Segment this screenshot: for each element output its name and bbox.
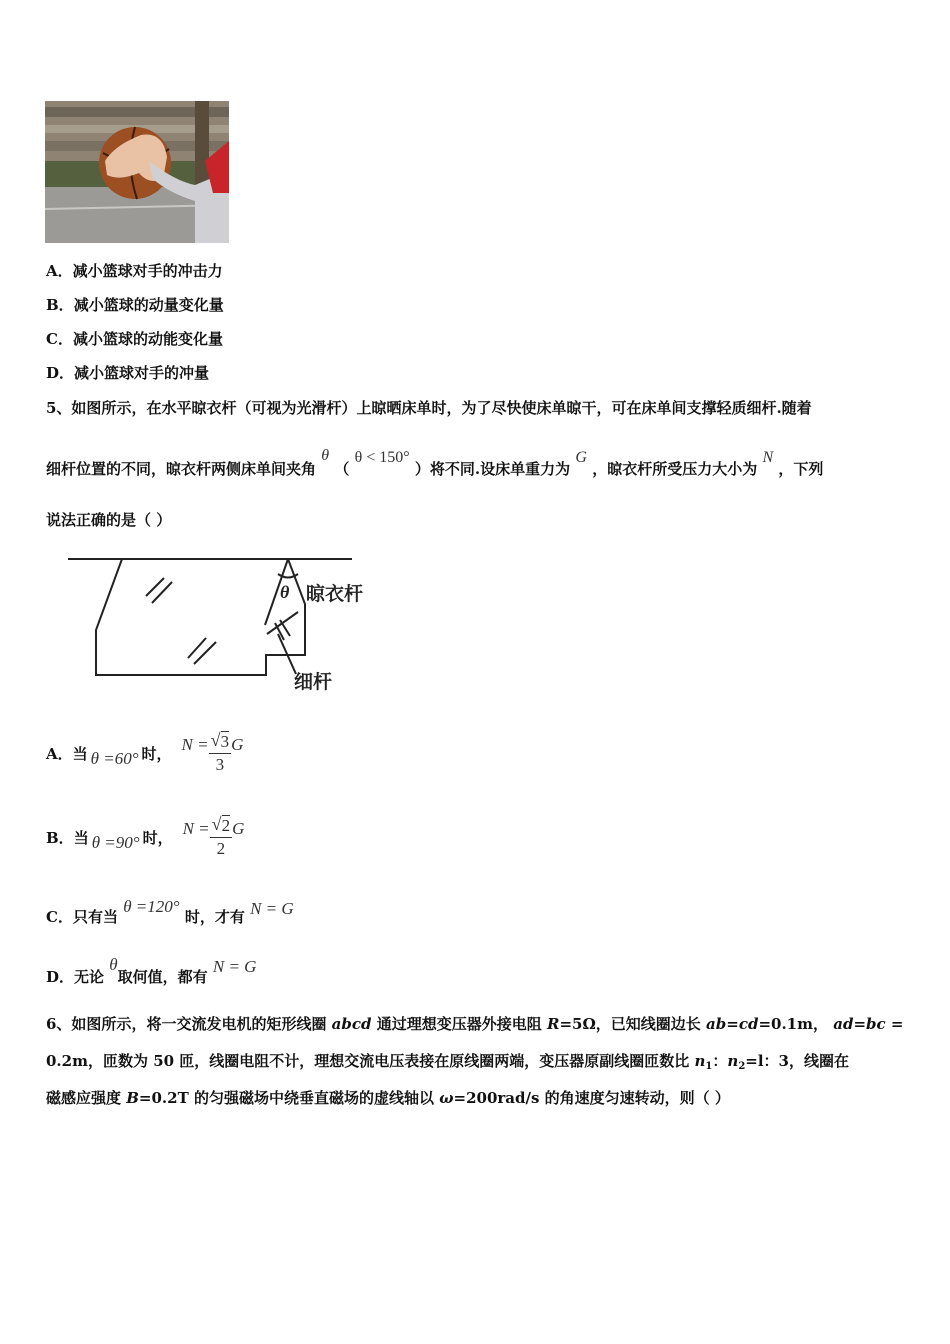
- text: =5Ω，已知线圈边长: [559, 1015, 707, 1033]
- option-text: 减小篮球的动量变化量: [73, 296, 224, 314]
- paren-open: （: [334, 460, 350, 478]
- option-post: 时，才有: [184, 908, 245, 926]
- var-cd: cd: [738, 1015, 759, 1033]
- option-label: C．: [46, 908, 73, 926]
- option-label: C．: [46, 330, 73, 348]
- stem-text: 细杆位置的不同，晾衣杆两侧床单间夹角: [46, 460, 317, 478]
- text: 6、如图所示，将一交流发电机的矩形线圈: [46, 1015, 332, 1033]
- option-post: 时，: [142, 828, 173, 847]
- text: =0.1m，: [758, 1015, 834, 1033]
- q5-option-d: [46, 955, 257, 987]
- radicand: 2: [221, 815, 231, 835]
- q4-option-a: [46, 260, 223, 281]
- radicand: 3: [220, 731, 230, 751]
- var-ad: ad: [833, 1015, 854, 1033]
- weight-symbol: G: [575, 449, 587, 466]
- option-text: 减小篮球的动能变化量: [72, 330, 223, 348]
- stem-text: ，下列: [778, 460, 824, 478]
- var-R: R: [546, 1015, 560, 1033]
- option-lhs: N =: [182, 819, 210, 838]
- text: =l：3，线圈在: [745, 1052, 849, 1070]
- var-omega: ω: [439, 1089, 454, 1107]
- q4-option-d: [46, 362, 209, 383]
- option-label: A．: [46, 744, 73, 763]
- fraction: √ 3 3: [210, 729, 230, 774]
- text: 磁感应强度: [46, 1089, 127, 1107]
- theta-condition: θ < 150°: [354, 449, 410, 466]
- figure-theta: θ: [280, 582, 290, 602]
- theta-symbol: θ: [321, 447, 330, 464]
- option-pre: 无论: [74, 968, 105, 986]
- q6-line3: [46, 1087, 730, 1108]
- figure-label-stick: 细杆: [294, 671, 333, 693]
- stem-text: ，晾衣杆所受压力大小为: [592, 460, 758, 478]
- text: =: [885, 1015, 904, 1033]
- text: 通过理想变压器外接电阻: [371, 1015, 547, 1033]
- text: =: [726, 1015, 739, 1033]
- q6-line1: [46, 1013, 903, 1034]
- option-post: 取何值，都有: [117, 968, 208, 986]
- option-condition: θ =60°: [90, 749, 139, 768]
- fraction: √ 2 2: [211, 813, 231, 858]
- text: =: [853, 1015, 867, 1033]
- q5-option-c: [46, 897, 294, 927]
- var-n1: n: [694, 1052, 706, 1070]
- force-symbol: N: [762, 449, 774, 466]
- figure-label-rod: 晾衣杆: [306, 583, 364, 605]
- denominator: 3: [215, 754, 225, 774]
- option-pre: 当: [72, 744, 88, 763]
- option-pre: 当: [73, 828, 89, 847]
- text: 0.2m，匝数为 50 匝，线圈电阻不计，理想交流电压表接在原线圈两端，变压器原副线圈匝数比: [46, 1052, 695, 1070]
- option-text: 减小篮球对手的冲量: [74, 364, 210, 382]
- text: ：: [712, 1052, 728, 1070]
- clothesline-figure: [60, 548, 390, 696]
- text: =0.2T 的匀强磁场中绕垂直磁场的虚线轴以: [138, 1089, 440, 1107]
- q4-option-b: [46, 294, 224, 315]
- option-label: D．: [46, 364, 75, 382]
- option-equation: N = G: [212, 957, 257, 976]
- option-label: D．: [46, 968, 75, 986]
- option-pre: 只有当: [72, 908, 118, 926]
- basketball-photo: [45, 101, 229, 243]
- stem-text: ）将不同.设床单重力为: [414, 460, 571, 478]
- var-n2: n: [727, 1052, 739, 1070]
- subscript: 2: [738, 1061, 746, 1072]
- var-B: B: [126, 1089, 139, 1107]
- option-label: B．: [46, 296, 74, 314]
- option-text: 减小篮球对手的冲击力: [72, 262, 223, 280]
- q5-stem-line2: [46, 447, 824, 479]
- q4-option-c: [46, 328, 223, 349]
- denominator: 2: [216, 838, 226, 858]
- option-condition: θ =90°: [91, 833, 140, 852]
- option-lhs: N =: [181, 735, 209, 754]
- option-post: 时，: [141, 744, 172, 763]
- var-abcd: abcd: [331, 1015, 372, 1033]
- option-tail: G: [232, 819, 245, 838]
- option-label: A．: [46, 262, 73, 280]
- theta-symbol: θ: [109, 955, 118, 974]
- q5-stem-line1: 5、如图所示，在水平晾衣杆（可视为光滑杆）上晾晒床单时，为了尽快使床单晾干，可在床单间支撑轻质细杆.随着: [46, 399, 812, 417]
- var-ab: ab: [706, 1015, 727, 1033]
- q5-stem-line3: 说法正确的是（ ）: [46, 511, 172, 529]
- option-equation: N = G: [250, 899, 294, 918]
- option-tail: G: [231, 735, 244, 754]
- q5-option-b: [46, 812, 244, 862]
- q5-option-a: [46, 728, 243, 778]
- option-label: B．: [46, 828, 74, 847]
- option-condition: θ =120°: [123, 897, 180, 916]
- text: =200rad/s 的角速度匀速转动，则（ ）: [453, 1089, 730, 1107]
- subscript: 1: [705, 1061, 713, 1072]
- q6-line2: [46, 1050, 849, 1072]
- var-bc: bc: [866, 1015, 886, 1033]
